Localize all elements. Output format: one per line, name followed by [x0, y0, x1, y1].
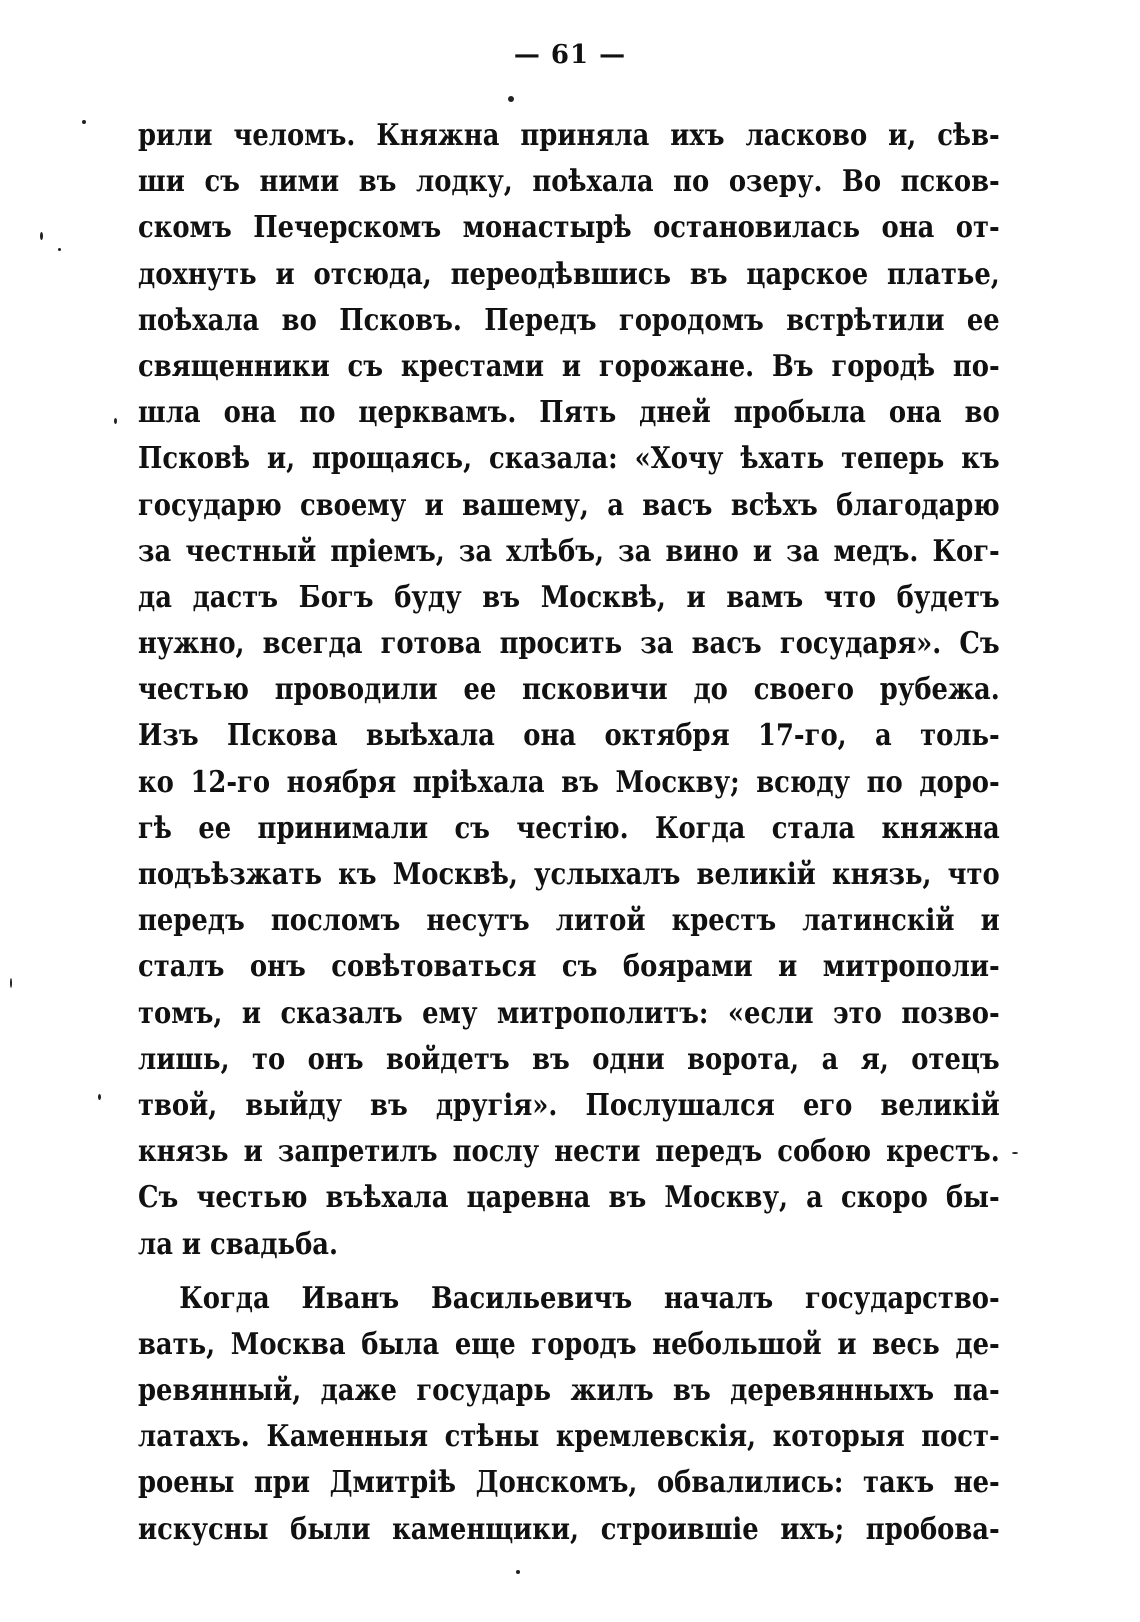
- scan-speck: [10, 978, 12, 988]
- text-line: передъ посломъ несутъ литой крестъ латинскій и: [138, 903, 1000, 939]
- text-line: священники съ крестами и горожане. Въ городѣ по-: [138, 348, 1000, 384]
- text-line: лишь, то онъ войдетъ въ одни ворота, а я, отецъ: [138, 1041, 1000, 1077]
- scan-speck: [516, 1570, 520, 1574]
- paragraph-1: [138, 113, 1000, 1268]
- scan-speck: [114, 418, 117, 424]
- text-line: за честный пріемъ, за хлѣбъ, за вино и за медъ. Ког-: [138, 533, 1000, 569]
- text-line: роены при Дмитріѣ Донскомъ, обвалились: такъ не-: [138, 1465, 1000, 1501]
- text-line: скомъ Печерскомъ монастырѣ остановилась она от-: [138, 210, 1000, 246]
- text-line: князь и запретилъ послу нести передъ собою крестъ.: [138, 1134, 1000, 1170]
- text-line: государю своему и вашему, а васъ всѣхъ благодарю: [138, 487, 1000, 523]
- scan-speck: [1012, 1152, 1018, 1154]
- text-line: да дастъ Богъ буду въ Москвѣ, и вамъ что будетъ: [138, 579, 1000, 615]
- text-line: сталъ онъ совѣтоваться съ боярами и митрополи-: [138, 949, 1000, 985]
- scan-speck: [508, 96, 514, 102]
- text-line: томъ, и сказалъ ему митрополитъ: «если это позво-: [138, 995, 1000, 1031]
- text-line: Съ честью въѣхала царевна въ Москву, а скоро бы-: [138, 1180, 1000, 1216]
- text-line: латахъ. Каменныя стѣны кремлевскія, которыя пост-: [138, 1419, 1000, 1455]
- text-line: ла и свадьба.: [138, 1226, 338, 1262]
- scan-speck: [40, 232, 43, 240]
- text-line: твой, выйду въ другія». Послушался его великій: [138, 1087, 1000, 1123]
- text-line: подъѣзжать къ Москвѣ, услыхалъ великій князь, что: [138, 857, 1000, 892]
- text-line: нужно, всегда готова просить за васъ государя». Съ: [138, 626, 1000, 662]
- scan-speck: [82, 120, 86, 124]
- text-line: Псковѣ и, прощаясь, сказала: «Хочу ѣхать теперь къ: [138, 441, 1000, 477]
- text-line: ши съ ними въ лодку, поѣхала по озеру. Во псков-: [138, 164, 1000, 200]
- text-line: Когда Иванъ Васильевичъ началъ государство-: [179, 1280, 1000, 1316]
- paragraph-2: [138, 1276, 1000, 1553]
- scan-speck: [58, 248, 61, 251]
- text-line: ревянный, даже государь жилъ въ деревянныхъ па-: [138, 1373, 1000, 1409]
- text-line: шла она по церквамъ. Пять дней пробыла она во: [138, 395, 1000, 431]
- text-line: Изъ Пскова выѣхала она октября 17-го, а толь-: [138, 718, 1000, 754]
- text-line: честью проводили ее псковичи до своего рубежа.: [138, 672, 1000, 708]
- text-line: ко 12-го ноября пріѣхала въ Москву; всюду по доро-: [138, 764, 1000, 800]
- text-line: дохнуть и отсюда, переодѣвшись въ царское платье,: [138, 256, 1000, 292]
- text-line: вать, Москва была еще городъ небольшой и весь де-: [138, 1326, 1000, 1362]
- text-line: поѣхала во Псковъ. Передъ городомъ встрѣтили ее: [138, 302, 1000, 338]
- body-text: [138, 113, 1000, 1553]
- page-number: — 61 —: [513, 40, 627, 70]
- text-line: гѣ ее принимали съ честію. Когда стала княжна: [138, 810, 1000, 846]
- scan-speck: [98, 1094, 101, 1100]
- text-line: рили челомъ. Княжна приняла ихъ ласково и, сѣв-: [138, 118, 1000, 153]
- text-line: искусны были каменщики, строившіе ихъ; пробова-: [138, 1511, 1000, 1547]
